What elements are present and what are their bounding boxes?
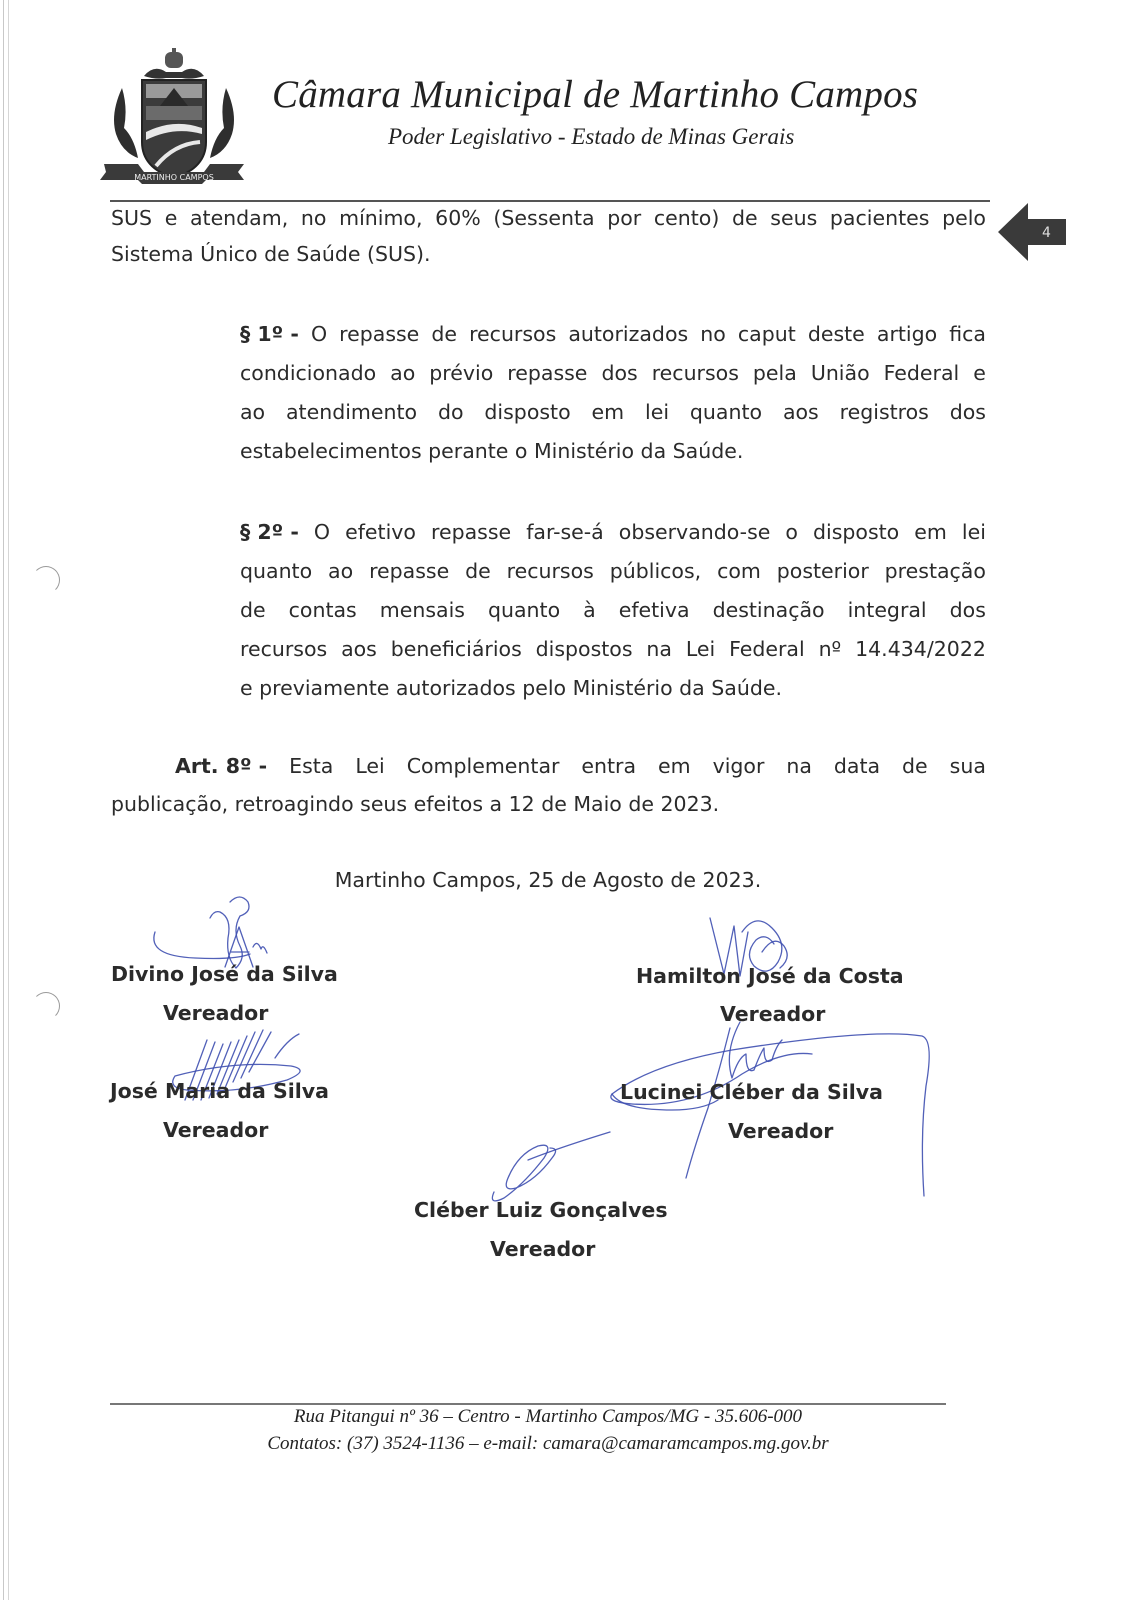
word: Complementar	[406, 754, 560, 778]
header-rule	[110, 200, 990, 202]
continuation-line-2: Sistema Único de Saúde (SUS).	[111, 242, 431, 266]
word: lei	[645, 400, 670, 424]
signatory-role: Vereador	[720, 1002, 826, 1026]
header-title: Câmara Municipal de Martinho Campos	[272, 73, 919, 116]
word: recursos	[469, 322, 557, 346]
word: na	[646, 637, 672, 661]
footer-contacts: Contatos: (37) 3524-1136 – e-mail: camara@camaramcampos.mg.gov.br	[267, 1433, 829, 1454]
word: pacientes	[829, 206, 930, 230]
word: recursos	[651, 361, 739, 385]
word: quanto	[689, 400, 763, 424]
word: Esta	[289, 754, 334, 778]
signatory-role: Vereador	[490, 1237, 596, 1261]
logo-banner-text: MARTINHO CAMPOS	[134, 173, 214, 182]
signatory-name: Cléber Luiz Gonçalves	[414, 1198, 668, 1222]
word: dos	[601, 361, 638, 385]
signatory-role: Vereador	[163, 1118, 269, 1142]
word: destinação	[712, 598, 825, 622]
word: vigor	[712, 754, 765, 778]
word: de	[465, 559, 491, 583]
word: O	[310, 322, 328, 346]
word: ao	[240, 400, 266, 424]
paragraph-2-line-4	[240, 637, 986, 661]
word: caput	[737, 322, 796, 346]
paragraph-1-line-3	[240, 400, 986, 424]
punch-hole-mark	[32, 566, 60, 594]
word: de	[902, 754, 928, 778]
word: aos	[782, 400, 819, 424]
word: data	[833, 754, 881, 778]
footer-rule	[110, 1403, 946, 1405]
word: e	[973, 361, 986, 385]
word: cento)	[653, 206, 720, 230]
word: nº	[818, 637, 842, 661]
word: deste	[807, 322, 865, 346]
word: recursos	[506, 559, 594, 583]
paragraph-1-label: § 1º -	[240, 322, 299, 346]
header-subtitle: Poder Legislativo - Estado de Minas Gerais	[388, 124, 795, 149]
page-number-arrow-icon	[998, 201, 1068, 263]
word: repasse	[507, 361, 588, 385]
paragraph-2-line-1	[240, 520, 986, 544]
word: fica	[949, 322, 986, 346]
paragraph-1-line-2	[240, 361, 986, 385]
signatory-name: Hamilton José da Costa	[636, 964, 904, 988]
word: pelo	[942, 206, 986, 230]
word: efetivo	[345, 520, 416, 544]
word: Federal	[883, 361, 960, 385]
word: dispostos	[535, 637, 633, 661]
word: atendimento	[286, 400, 418, 424]
word: quanto	[240, 559, 313, 583]
word: ao	[390, 361, 416, 385]
word: públicos,	[609, 559, 702, 583]
word: prestação	[884, 559, 986, 583]
article-8-line-1	[175, 754, 986, 778]
word: disposto	[813, 520, 900, 544]
word: 60%	[435, 206, 481, 230]
scan-left-border	[3, 0, 9, 1600]
word: disposto	[484, 400, 571, 424]
word: Federal	[729, 637, 805, 661]
signatory-role: Vereador	[728, 1119, 834, 1143]
word: 14.434/2022	[855, 637, 986, 661]
word: sua	[949, 754, 986, 778]
page-number: 4	[1042, 225, 1051, 241]
word: repasse	[339, 322, 420, 346]
word: repasse	[369, 559, 450, 583]
word: União	[810, 361, 870, 385]
word: do	[437, 400, 464, 424]
word: em	[914, 520, 947, 544]
signatory-name: Divino José da Silva	[111, 962, 338, 986]
word: observando-se	[618, 520, 771, 544]
word: mínimo,	[339, 206, 423, 230]
word: contas	[288, 598, 357, 622]
word: lei	[961, 520, 986, 544]
paragraph-1-line-4: estabelecimentos perante o Ministério da Saúde.	[240, 439, 744, 463]
word: prévio	[429, 361, 494, 385]
paragraph-1-line-1	[240, 322, 986, 346]
continuation-line-1	[111, 206, 986, 230]
word: Lei	[355, 754, 385, 778]
word: SUS	[111, 206, 153, 230]
paragraph-2-line-5: e previamente autorizados pelo Ministério da Saúde.	[240, 676, 782, 700]
word: seus	[770, 206, 818, 230]
word: quanto	[487, 598, 561, 622]
word: Lei	[685, 637, 716, 661]
word: por	[607, 206, 642, 230]
word: mensais	[379, 598, 465, 622]
word: condicionado	[240, 361, 377, 385]
paragraph-2-line-2	[240, 559, 986, 583]
word: far-se-á	[526, 520, 604, 544]
word: dos	[949, 598, 986, 622]
punch-hole-mark	[32, 992, 60, 1020]
signatory-name: José Maria da Silva	[110, 1079, 329, 1103]
article-8-line-2: publicação, retroagindo seus efeitos a 12 de Maio de 2023.	[111, 792, 720, 816]
word: de	[431, 322, 457, 346]
word: O	[313, 520, 331, 544]
word: autorizados	[568, 322, 689, 346]
paragraph-2-line-3	[240, 598, 986, 622]
word: à	[583, 598, 596, 622]
word: registros	[839, 400, 929, 424]
word: posterior	[776, 559, 869, 583]
word: na	[786, 754, 812, 778]
word: em	[591, 400, 625, 424]
word: no	[300, 206, 327, 230]
article-8-label: Art. 8º -	[175, 754, 268, 778]
word: com	[717, 559, 761, 583]
paragraph-2-label: § 2º -	[240, 520, 299, 544]
word: no	[700, 322, 726, 346]
word: aos	[341, 637, 377, 661]
word: em	[658, 754, 691, 778]
coat-of-arms-logo	[100, 48, 248, 188]
word: artigo	[876, 322, 938, 346]
word: atendam,	[189, 206, 289, 230]
date-line: Martinho Campos, 25 de Agosto de 2023.	[334, 868, 762, 892]
signatory-role: Vereador	[163, 1001, 269, 1025]
word: pela	[752, 361, 797, 385]
word: repasse	[431, 520, 512, 544]
word: beneficiários	[390, 637, 522, 661]
word: o	[785, 520, 798, 544]
word: integral	[847, 598, 927, 622]
signatory-name: Lucinei Cléber da Silva	[620, 1080, 883, 1104]
word: de	[732, 206, 758, 230]
word: entra	[581, 754, 637, 778]
word: ao	[328, 559, 354, 583]
word: (Sessenta	[493, 206, 595, 230]
word: efetiva	[618, 598, 690, 622]
word: de	[240, 598, 266, 622]
word: e	[164, 206, 178, 230]
word: dos	[949, 400, 986, 424]
footer-address: Rua Pitangui nº 36 – Centro - Martinho Campos/MG - 35.606-000	[293, 1406, 803, 1427]
word: recursos	[240, 637, 328, 661]
